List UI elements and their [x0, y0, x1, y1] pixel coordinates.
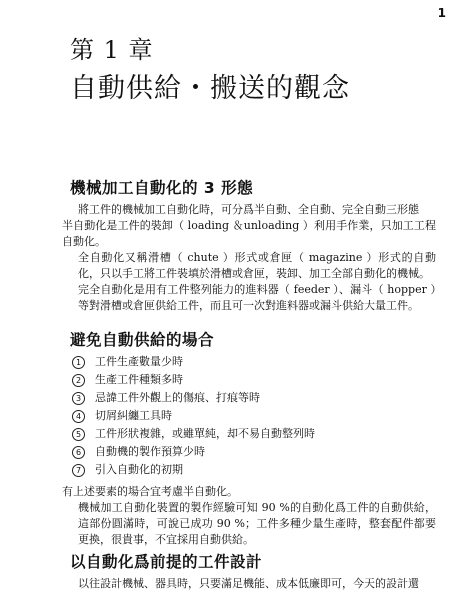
paragraph: 機械加工自動化裝置的製作經驗可知 90 %的自動化爲工件的自動供給，這部份圓滿時，可說已成功 90 %；工件多種少量生產時，整套配件都要更換，很貴事，不宜採用自動供給。	[78, 501, 436, 546]
list-marker: 2	[72, 374, 85, 387]
section-heading-workpiece-design: 以自動化爲前提的工件設計	[70, 553, 263, 571]
list-marker: 4	[72, 410, 85, 423]
list-item-text: 自動機的製作預算少時	[95, 445, 205, 458]
section-heading-avoid-auto-supply: 避免自動供給的場合	[70, 331, 215, 349]
list-item	[72, 461, 315, 479]
chapter-label: 第 1 章	[70, 36, 154, 64]
list-item	[72, 425, 315, 443]
paragraph: 以往設計機械、器具時，只要滿足機能、成本低廉即可，今天的設計還	[78, 577, 419, 590]
list-item-text: 工件形狀複雜，或雖單純，却不易自動整列時	[95, 427, 315, 440]
section-heading-automation-forms: 機械加工自動化的 3 形態	[70, 179, 254, 197]
list-marker: 1	[72, 356, 85, 369]
list-item-text: 生產工件種類多時	[95, 373, 183, 386]
page-number: 1	[437, 6, 446, 20]
list-item	[72, 407, 315, 425]
list-item	[72, 443, 315, 461]
paragraph: 完全自動化是用有工件整列能力的進料器（ feeder ）、漏斗（ hopper ）等對滑槽或倉匣供給工件，而且可一次對進料器或漏斗供給大量工件。	[78, 283, 436, 312]
list-item-text: 忌諱工件外觀上的傷痕、打痕等時	[95, 391, 260, 404]
list-item-text: 引入自動化的初期	[95, 463, 183, 476]
section-1-body	[62, 202, 436, 314]
paragraph: 全自動化又稱滑槽（ chute ）形式或倉匣（ magazine ）形式的自動化，只以手工將工件裝填於滑槽或倉匣，裝卸、加工全部自動化的機械。	[78, 251, 436, 280]
list-marker: 6	[72, 446, 85, 459]
list-marker: 7	[72, 464, 85, 477]
section-2-body	[62, 484, 436, 548]
list-item	[72, 353, 315, 371]
list-item	[72, 371, 315, 389]
list-item-text: 工件生產數量少時	[95, 355, 183, 368]
chapter-title: 自動供給・搬送的觀念	[70, 73, 350, 104]
paragraph: 半自動化是工件的裝卸（ loading ＆unloading ）利用手作業，只加工工程自動化。	[62, 219, 436, 248]
list-marker: 3	[72, 392, 85, 405]
paragraph: 有上述要素的場合宜考慮半自動化。	[62, 485, 238, 498]
section-3-body	[62, 576, 436, 592]
list-marker: 5	[72, 428, 85, 441]
paragraph: 將工件的機械加工自動化時，可分爲半自動、全自動、完全自動三形態	[78, 203, 419, 216]
list-item-text: 切屑糾纏工具時	[95, 409, 172, 422]
conditions-list	[72, 353, 315, 479]
list-item	[72, 389, 315, 407]
